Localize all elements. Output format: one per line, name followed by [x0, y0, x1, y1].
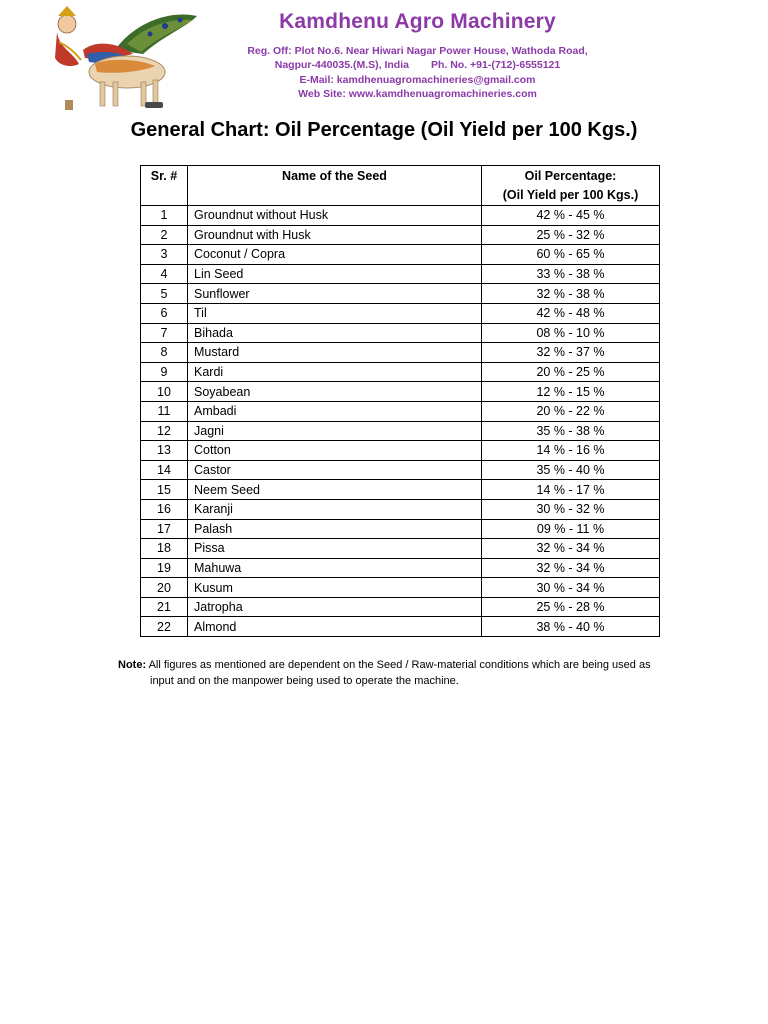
seed-name-cell: Mahuwa [188, 558, 482, 578]
seed-name-cell: Groundnut without Husk [188, 206, 482, 226]
serial-cell: 11 [141, 401, 188, 421]
seed-name-cell: Palash [188, 519, 482, 539]
serial-cell: 17 [141, 519, 188, 539]
oil-percentage-cell: 38 % - 40 % [482, 617, 660, 637]
seed-name-cell: Karanji [188, 499, 482, 519]
serial-cell: 1 [141, 206, 188, 226]
table-row [141, 245, 660, 265]
serial-cell: 19 [141, 558, 188, 578]
table-row [141, 539, 660, 559]
serial-cell: 2 [141, 225, 188, 245]
oil-percentage-cell: 20 % - 22 % [482, 401, 660, 421]
seed-name-cell: Ambadi [188, 401, 482, 421]
oil-percentage-cell: 25 % - 32 % [482, 225, 660, 245]
oil-percentage-cell: 60 % - 65 % [482, 245, 660, 265]
oil-percentage-cell: 30 % - 34 % [482, 578, 660, 598]
seed-name-cell: Kardi [188, 362, 482, 382]
table-row [141, 284, 660, 304]
serial-cell: 16 [141, 499, 188, 519]
table-row [141, 264, 660, 284]
seed-name-cell: Coconut / Copra [188, 245, 482, 265]
oil-percentage-cell: 14 % - 17 % [482, 480, 660, 500]
seed-name-cell: Mustard [188, 343, 482, 363]
table-row [141, 303, 660, 323]
table-row [141, 343, 660, 363]
header-serial: Sr. # [141, 166, 188, 206]
seed-name-cell: Pissa [188, 539, 482, 559]
table-body [141, 206, 660, 637]
seed-name-cell: Castor [188, 460, 482, 480]
table-row [141, 578, 660, 598]
table-row [141, 441, 660, 461]
table-row [141, 206, 660, 226]
serial-cell: 9 [141, 362, 188, 382]
serial-cell: 8 [141, 343, 188, 363]
kamdhenu-cow-logo-icon [45, 2, 200, 114]
header-oil-percentage [482, 166, 660, 206]
letterhead [0, 0, 768, 115]
table-row [141, 323, 660, 343]
serial-cell: 10 [141, 382, 188, 402]
table-row [141, 617, 660, 637]
table-row [141, 421, 660, 441]
header-oil-line1: Oil Percentage: [524, 169, 617, 183]
header-oil-line2: (Oil Yield per 100 Kgs.) [502, 188, 639, 202]
serial-cell: 7 [141, 323, 188, 343]
oil-percentage-table [140, 165, 660, 637]
note-line2: input and on the manpower being used to operate the machine. [150, 675, 459, 687]
address-phone-line [220, 58, 615, 72]
table-row [141, 558, 660, 578]
table-row [141, 362, 660, 382]
serial-cell: 12 [141, 421, 188, 441]
table-row [141, 225, 660, 245]
email-line: E-Mail: kamdhenuagromachineries@gmail.com [299, 74, 536, 86]
seed-name-cell: Jatropha [188, 597, 482, 617]
oil-percentage-cell: 14 % - 16 % [482, 441, 660, 461]
address-city: Nagpur-440035.(M.S), India [274, 59, 409, 71]
serial-cell: 18 [141, 539, 188, 559]
table-row [141, 382, 660, 402]
seed-name-cell: Neem Seed [188, 480, 482, 500]
note-text: All figures as mentioned are dependent on the Seed / Raw-material conditions which are being used as [148, 659, 651, 671]
phone-number: Ph. No. +91-(712)-6555121 [430, 59, 561, 71]
serial-cell: 14 [141, 460, 188, 480]
header-seed-name: Name of the Seed [188, 166, 482, 206]
oil-percentage-cell: 12 % - 15 % [482, 382, 660, 402]
serial-cell: 21 [141, 597, 188, 617]
oil-percentage-cell: 35 % - 38 % [482, 421, 660, 441]
company-name: Kamdhenu Agro Machinery [279, 10, 556, 33]
serial-cell: 15 [141, 480, 188, 500]
serial-cell: 5 [141, 284, 188, 304]
seed-name-cell: Soyabean [188, 382, 482, 402]
oil-percentage-cell: 25 % - 28 % [482, 597, 660, 617]
note [118, 657, 688, 689]
serial-cell: 4 [141, 264, 188, 284]
serial-cell: 22 [141, 617, 188, 637]
table-row [141, 480, 660, 500]
oil-percentage-cell: 35 % - 40 % [482, 460, 660, 480]
oil-percentage-cell: 42 % - 48 % [482, 303, 660, 323]
oil-percentage-cell: 08 % - 10 % [482, 323, 660, 343]
table-row [141, 499, 660, 519]
table-row [141, 401, 660, 421]
oil-percentage-cell: 32 % - 34 % [482, 558, 660, 578]
address-line: Reg. Off: Plot No.6. Near Hiwari Nagar Power House, Wathoda Road, [247, 45, 588, 57]
note-label: Note: [118, 659, 147, 671]
seed-name-cell: Cotton [188, 441, 482, 461]
oil-percentage-cell: 32 % - 34 % [482, 539, 660, 559]
website-line: Web Site: www.kamdhenuagromachineries.com [298, 88, 537, 100]
page-title: General Chart: Oil Percentage (Oil Yield per 100 Kgs.) [130, 119, 638, 141]
oil-percentage-cell: 20 % - 25 % [482, 362, 660, 382]
serial-cell: 20 [141, 578, 188, 598]
seed-name-cell: Groundnut with Husk [188, 225, 482, 245]
table-row [141, 460, 660, 480]
oil-percentage-cell: 32 % - 37 % [482, 343, 660, 363]
seed-name-cell: Bihada [188, 323, 482, 343]
oil-percentage-cell: 09 % - 11 % [482, 519, 660, 539]
serial-cell: 6 [141, 303, 188, 323]
table-header-row [141, 166, 660, 206]
table-row [141, 597, 660, 617]
oil-percentage-cell: 32 % - 38 % [482, 284, 660, 304]
seed-name-cell: Almond [188, 617, 482, 637]
note-line1 [118, 657, 688, 673]
table-row [141, 519, 660, 539]
serial-cell: 13 [141, 441, 188, 461]
oil-percentage-cell: 30 % - 32 % [482, 499, 660, 519]
serial-cell: 3 [141, 245, 188, 265]
seed-name-cell: Kusum [188, 578, 482, 598]
seed-name-cell: Sunflower [188, 284, 482, 304]
oil-percentage-cell: 33 % - 38 % [482, 264, 660, 284]
seed-name-cell: Til [188, 303, 482, 323]
seed-name-cell: Lin Seed [188, 264, 482, 284]
oil-percentage-cell: 42 % - 45 % [482, 206, 660, 226]
seed-name-cell: Jagni [188, 421, 482, 441]
